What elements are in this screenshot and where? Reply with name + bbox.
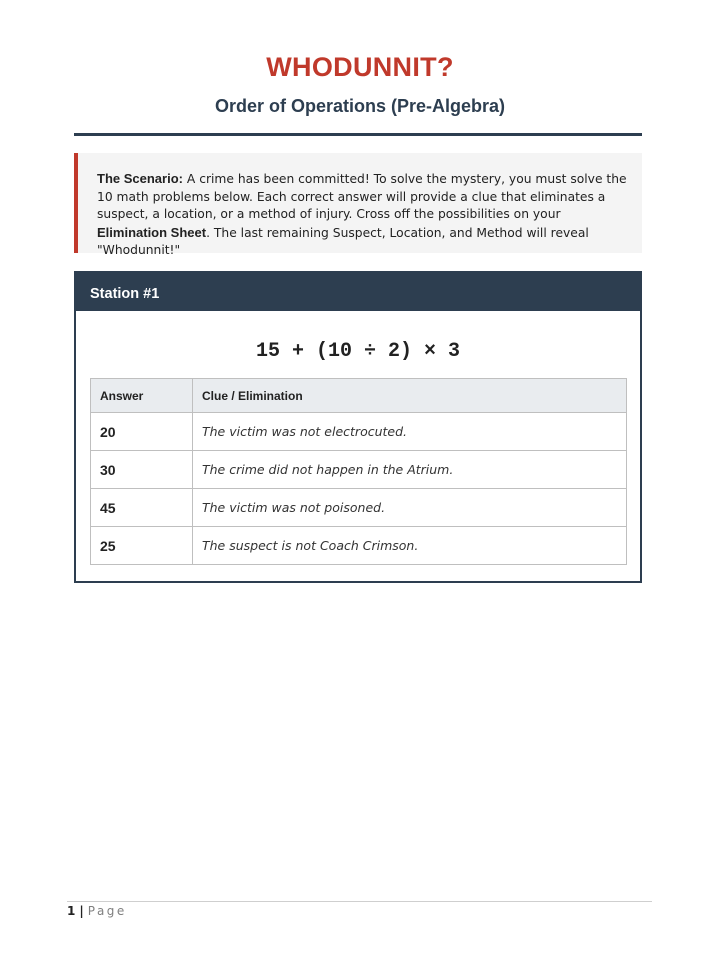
- answer-cell: 20: [91, 413, 193, 451]
- station-card: [74, 271, 642, 583]
- scenario-text-1: A crime has been committed! To solve the mystery, you must solve the 10 math problems below. Each correct answer will provide a clue that eliminates a suspect, a location, or a method of injury. Cross off the possibilities on your: [97, 172, 627, 221]
- table-row: [91, 413, 627, 451]
- answer-cell: 30: [91, 451, 193, 489]
- scenario-text-2: . The last remaining Suspect, Location, and Method will reveal "Whodunnit!": [97, 225, 589, 257]
- scenario-emphasis: Elimination Sheet: [97, 224, 207, 240]
- scenario-lead: The Scenario:: [97, 171, 183, 186]
- table-row: [91, 451, 627, 489]
- clue-cell: The crime did not happen in the Atrium.: [193, 451, 627, 489]
- clue-cell: The victim was not poisoned.: [193, 489, 627, 527]
- page-number: 1: [67, 904, 76, 918]
- answer-cell: 45: [91, 489, 193, 527]
- footer-separator: |: [79, 904, 84, 918]
- clue-table: [90, 378, 627, 565]
- station-title: Station #1: [90, 286, 160, 302]
- footer-divider: [67, 901, 652, 902]
- math-problem: 15 + (10 ÷ 2) × 3: [255, 340, 461, 363]
- clue-cell: The victim was not electrocuted.: [193, 413, 627, 451]
- table-row: [91, 489, 627, 527]
- page-title: WHODUNNIT?: [266, 52, 454, 82]
- clue-table-header: [91, 379, 627, 413]
- page-subtitle: Order of Operations (Pre-Algebra): [214, 96, 506, 116]
- scenario-box: [74, 153, 642, 257]
- answer-cell: 25: [91, 527, 193, 565]
- table-row: [91, 527, 627, 565]
- column-header-clue: Clue / Elimination: [193, 379, 627, 413]
- clue-cell: The suspect is not Coach Crimson.: [193, 527, 627, 565]
- page-label: Page: [87, 904, 127, 918]
- column-header-answer: Answer: [91, 379, 193, 413]
- page-footer: [67, 904, 127, 918]
- title-divider: [74, 133, 642, 136]
- station-header: [76, 273, 640, 311]
